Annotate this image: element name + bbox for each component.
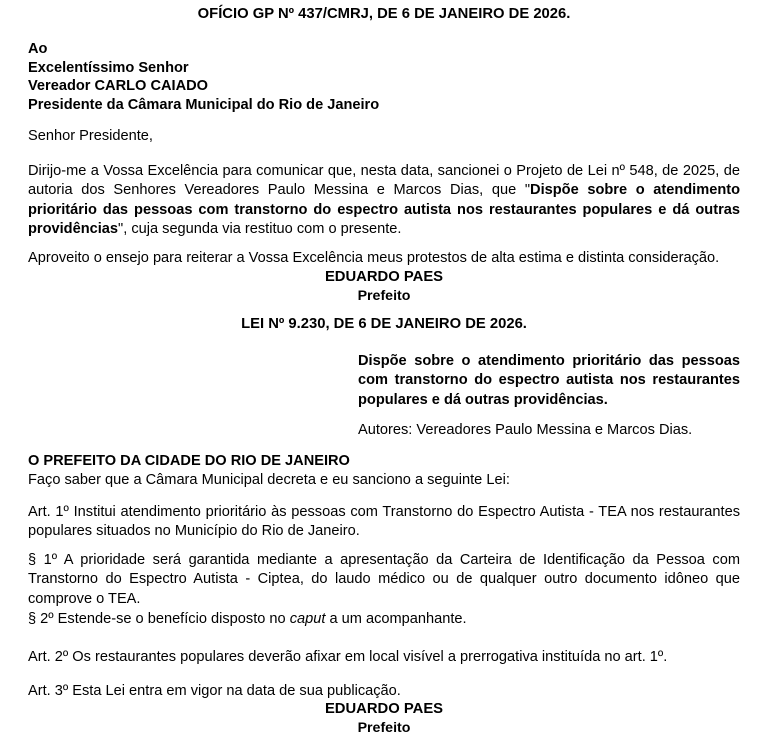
lei-title: LEI Nº 9.230, DE 6 DE JANEIRO DE 2026. <box>241 316 527 332</box>
signature-2-role: Prefeito <box>357 720 411 736</box>
ementa-block <box>358 352 740 410</box>
signature-block-1 <box>28 268 740 306</box>
article-2-block <box>28 648 740 667</box>
signature-block-2 <box>28 700 740 738</box>
addressee-line-1: Ao <box>28 41 48 57</box>
salutation-block <box>28 127 740 146</box>
intro-part-2: ", cuja segunda via restituo com o presente. <box>118 221 402 238</box>
addressee-line-4: Presidente da Câmara Municipal do Rio de Janeiro <box>28 96 380 113</box>
signature-2-name: EDUARDO PAES <box>324 701 444 717</box>
intro-quoted-ementa: Dispõe sobre o atendimento prioritário das pessoas com transtorno do espectro autista nos restaurantes populares e dá outras providências <box>28 182 741 238</box>
article-3-block <box>28 682 740 701</box>
signature-1-role: Prefeito <box>357 288 411 304</box>
paragraph-1-text: § 1º A prioridade será garantida mediante a apresentação da Carteira de Identificação da Pessoa com Transtorno do Espectro Autista - Ciptea, do laudo médico ou de qualquer outro documento idôneo que comprove o TEA. <box>28 552 740 607</box>
paragraph-2-caput-italic: caput <box>289 611 326 627</box>
closing-courtesy: Aproveito o ensejo para reiterar a Vossa Excelência meus protestos de alta estima e distinta consideração. <box>28 250 720 266</box>
paragraph-2-block <box>28 610 740 629</box>
addressee-line-2: Excelentíssimo Senhor <box>28 59 189 76</box>
intro-paragraph-block <box>28 162 740 240</box>
paragraph-2-text <box>28 610 740 629</box>
oficio-title-block <box>28 4 740 24</box>
closing-block <box>28 249 740 268</box>
enacting-block <box>28 452 740 491</box>
article-3-text: Art. 3º Esta Lei entra em vigor na data de sua publicação. <box>28 683 401 699</box>
article-1-text: Art. 1º Institui atendimento prioritário às pessoas com Transtorno do Espectro Autista - TEA nos restaurantes populares situados no Município do Rio de Janeiro. <box>28 504 740 540</box>
signature-1-name: EDUARDO PAES <box>324 269 444 285</box>
article-2-text: Art. 2º Os restaurantes populares deverão afixar em local visível a prerrogativa instituída no art. 1º. <box>28 649 668 665</box>
addressee-line-3: Vereador CARLO CAIADO <box>28 78 209 94</box>
ementa-text: Dispõe sobre o atendimento prioritário das pessoas com transtorno do espectro autista nos restaurantes populares e dá outras providências. <box>358 353 740 408</box>
oficio-title-text: OFÍCIO GP Nº 437/CMRJ, DE 6 DE JANEIRO DE 2026. <box>197 6 571 22</box>
authors-block <box>358 421 740 440</box>
prefeito-heading: O PREFEITO DA CIDADE DO RIO DE JANEIRO <box>28 453 350 469</box>
intro-paragraph <box>28 162 740 240</box>
salutation: Senhor Presidente, <box>28 128 153 144</box>
oficio-title <box>28 4 740 24</box>
article-1-block <box>28 503 740 542</box>
addressee-block <box>28 40 740 114</box>
enacting-clause: Faço saber que a Câmara Municipal decreta e eu sanciono a seguinte Lei: <box>28 472 510 489</box>
paragraph-2-before-italic: § 2º Estende-se o benefício disposto no <box>28 611 290 627</box>
intro-part-1: Dirijo-me a Vossa Excelência para comunicar que, nesta data, sancionei o Projeto de Lei nº 548, de 2025, de autoria dos Senhores Vereadores Paulo Messina e Marcos Dias, que " <box>28 163 740 199</box>
authors-text: Autores: Vereadores Paulo Messina e Marcos Dias. <box>358 422 693 438</box>
paragraph-2-after-italic: a um acompanhante. <box>325 611 467 627</box>
lei-title-block <box>28 314 740 334</box>
paragraph-1-block <box>28 551 740 609</box>
